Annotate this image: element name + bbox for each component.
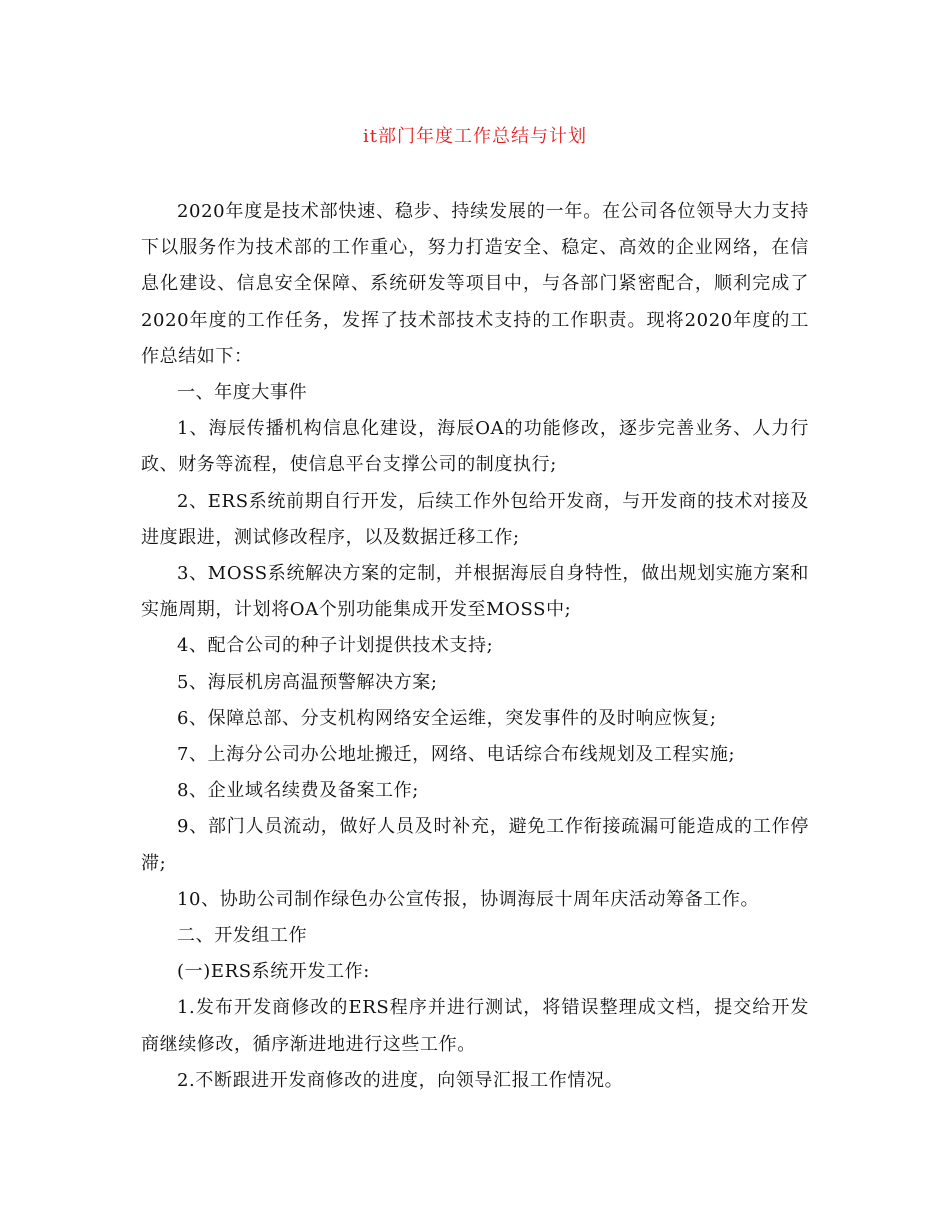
list-item: 6、保障总部、分支机构网络安全运维，突发事件的及时响应恢复; [177, 707, 717, 729]
list-item: 1.发布开发商修改的ERS程序并进行测试，将错误整理成文档，提交给开发商继续修改，循序渐进地进行这些工作。 [141, 997, 809, 1055]
list-item: 8、企业域名续费及备案工作; [177, 780, 419, 802]
document-body [141, 194, 809, 1099]
list-item: 4、配合公司的种子计划提供技术支持; [177, 635, 494, 657]
document-title: it部门年度工作总结与计划 [363, 126, 587, 147]
list-item: 9、部门人员流动，做好人员及时补充，避免工作衔接疏漏可能造成的工作停滞; [141, 816, 809, 874]
subsection-heading-ers: (一)ERS系统开发工作: [177, 961, 370, 983]
list-item: 5、海辰机房高温预警解决方案; [177, 671, 438, 693]
intro-paragraph: 2020年度是技术部快速、稳步、持续发展的一年。在公司各位领导大力支持下以服务作为技术部的工作重心，努力打造安全、稳定、高效的企业网络，在信息化建设、信息安全保障、系统研发等项目中，与各部门紧密配合，顺利完成了2020年度的工作任务，发挥了技术部技术支持的工作职责。现将2020年度的工作总结如下： [141, 201, 809, 367]
list-item: 1、海辰传播机构信息化建设，海辰OA的功能修改，逐步完善业务、人力行政、财务等流程，使信息平台支撑公司的制度执行; [141, 418, 809, 476]
list-item: 7、上海分公司办公地址搬迁，网络、电话综合布线规划及工程实施; [177, 744, 736, 766]
list-item: 3、MOSS系统解决方案的定制，并根据海辰自身特性，做出规划实施方案和实施周期，计划将OA个别功能集成开发至MOSS中; [141, 563, 809, 621]
list-item: 2、ERS系统前期自行开发，后续工作外包给开发商，与开发商的技术对接及进度跟进，测试修改程序，以及数据迁移工作; [141, 490, 809, 548]
list-item: 2.不断跟进开发商修改的进度，向领导汇报工作情况。 [177, 1069, 624, 1091]
list-item: 10、协助公司制作绿色办公宣传报，协调海辰十周年庆活动筹备工作。 [177, 888, 760, 910]
section-heading-dev-group: 二、开发组工作 [177, 925, 308, 947]
section-heading-annual-events: 一、年度大事件 [177, 382, 308, 404]
